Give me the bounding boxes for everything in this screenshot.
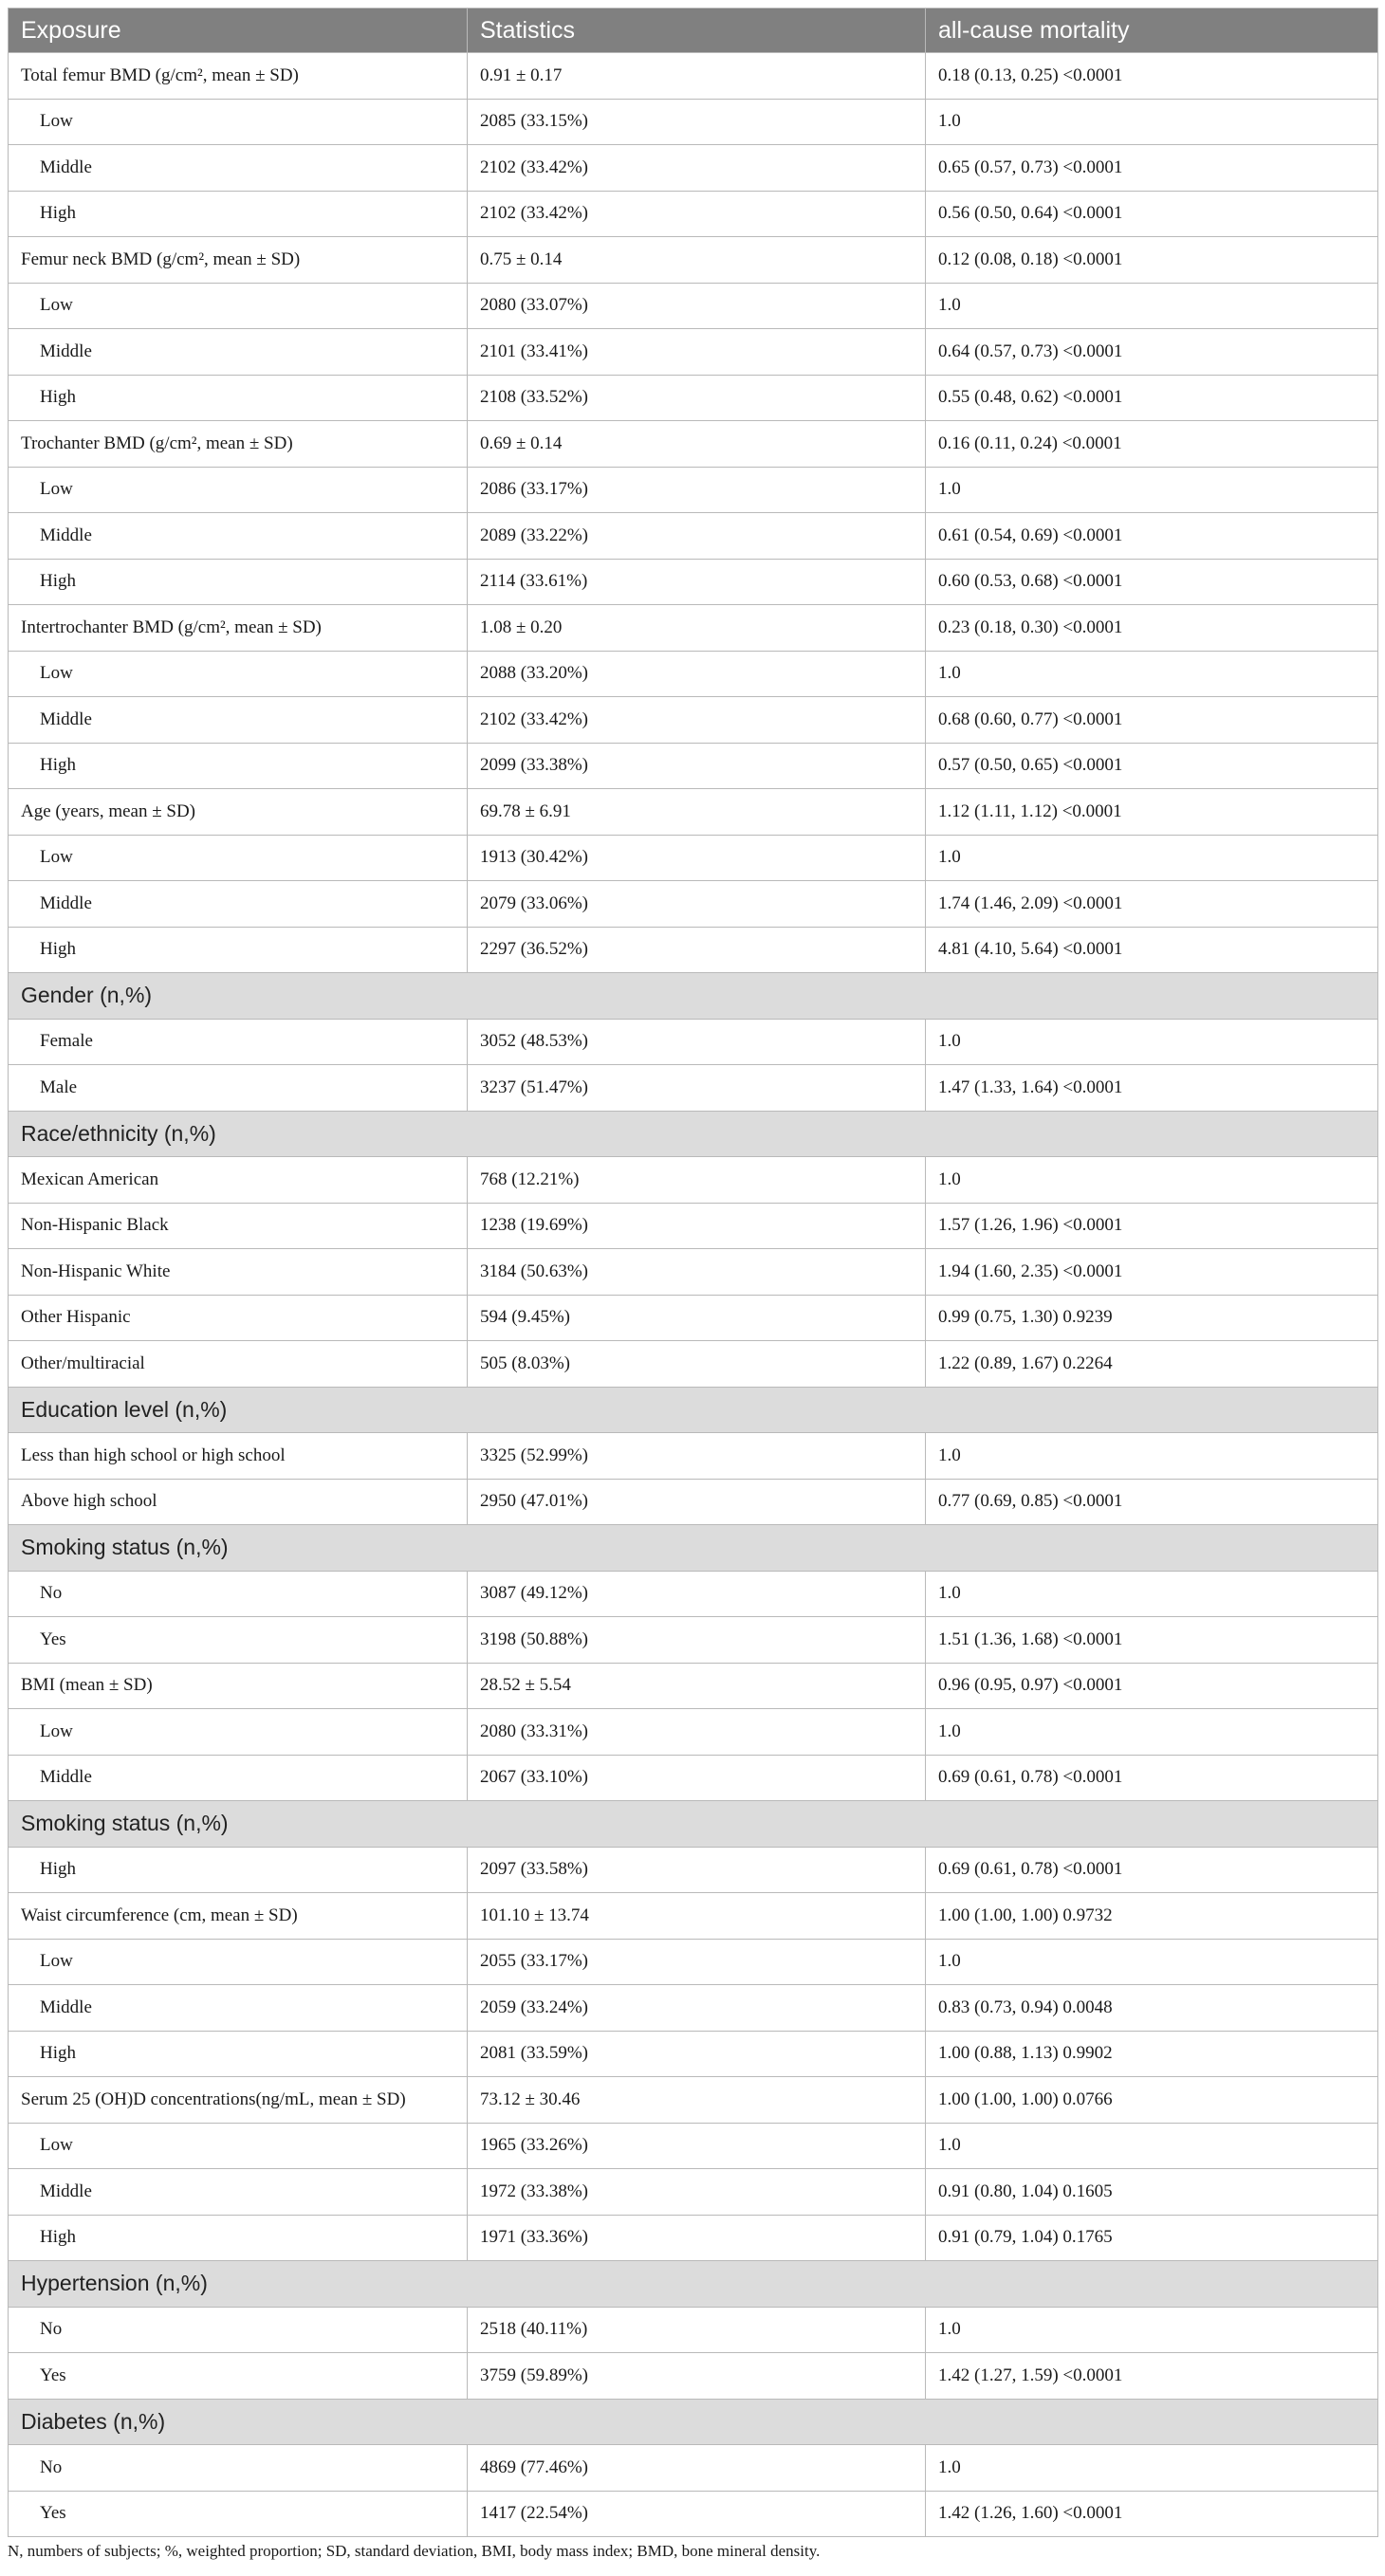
mortality-cell: 1.00 (1.00, 1.00) 0.9732 xyxy=(926,1893,1378,1940)
exposure-cell: Other/multiracial xyxy=(9,1341,468,1388)
mortality-cell: 0.69 (0.61, 0.78) <0.0001 xyxy=(926,1847,1378,1893)
exposure-cell: No xyxy=(9,1571,468,1617)
statistics-cell: 28.52 ± 5.54 xyxy=(468,1663,926,1709)
exposure-cell: High xyxy=(9,375,468,421)
exposure-cell: Low xyxy=(9,1709,468,1756)
exposure-cell: Yes xyxy=(9,2491,468,2537)
mortality-cell: 0.16 (0.11, 0.24) <0.0001 xyxy=(926,421,1378,468)
statistics-cell: 2055 (33.17%) xyxy=(468,1939,926,1985)
table-row xyxy=(9,1709,1378,1756)
table-row xyxy=(9,2307,1378,2353)
mortality-cell: 0.69 (0.61, 0.78) <0.0001 xyxy=(926,1755,1378,1801)
statistics-cell: 2297 (36.52%) xyxy=(468,927,926,973)
statistics-cell: 2079 (33.06%) xyxy=(468,881,926,928)
table-row xyxy=(9,513,1378,560)
statistics-cell: 2086 (33.17%) xyxy=(468,467,926,513)
statistics-cell: 1971 (33.36%) xyxy=(468,2215,926,2261)
exposure-cell: High xyxy=(9,1847,468,1893)
mortality-cell: 0.12 (0.08, 0.18) <0.0001 xyxy=(926,237,1378,284)
exposure-cell: High xyxy=(9,927,468,973)
table-row xyxy=(9,2031,1378,2077)
statistics-cell: 3184 (50.63%) xyxy=(468,1249,926,1296)
statistics-cell: 0.69 ± 0.14 xyxy=(468,421,926,468)
table-row xyxy=(9,237,1378,284)
table-row xyxy=(9,1295,1378,1341)
table-row xyxy=(9,2445,1378,2492)
statistics-cell: 1972 (33.38%) xyxy=(468,2169,926,2216)
table-row xyxy=(9,1249,1378,1296)
statistics-cell: 2080 (33.31%) xyxy=(468,1709,926,1756)
statistics-cell: 2085 (33.15%) xyxy=(468,99,926,145)
section-label: Diabetes (n,%) xyxy=(9,2399,1378,2445)
table-row xyxy=(9,651,1378,697)
table-row xyxy=(9,697,1378,744)
mortality-cell: 1.0 xyxy=(926,835,1378,881)
exposure-cell: Age (years, mean ± SD) xyxy=(9,789,468,836)
mortality-cell: 0.60 (0.53, 0.68) <0.0001 xyxy=(926,559,1378,605)
statistics-cell: 3052 (48.53%) xyxy=(468,1019,926,1065)
exposure-cell: No xyxy=(9,2445,468,2492)
mortality-cell: 1.0 xyxy=(926,1709,1378,1756)
table-body xyxy=(9,53,1378,2537)
mortality-cell: 0.23 (0.18, 0.30) <0.0001 xyxy=(926,605,1378,652)
statistics-cell: 0.91 ± 0.17 xyxy=(468,53,926,100)
statistics-cell: 2097 (33.58%) xyxy=(468,1847,926,1893)
statistics-cell: 2102 (33.42%) xyxy=(468,145,926,192)
table-row xyxy=(9,421,1378,468)
table-row xyxy=(9,1571,1378,1617)
table-row xyxy=(9,789,1378,836)
statistics-cell: 1.08 ± 0.20 xyxy=(468,605,926,652)
table-row xyxy=(9,1617,1378,1664)
exposure-cell: High xyxy=(9,2215,468,2261)
statistics-cell: 2067 (33.10%) xyxy=(468,1755,926,1801)
section-label: Smoking status (n,%) xyxy=(9,1525,1378,1572)
mortality-cell: 1.0 xyxy=(926,467,1378,513)
table-row xyxy=(9,1019,1378,1065)
header-statistics: Statistics xyxy=(468,9,926,53)
statistics-cell: 3237 (51.47%) xyxy=(468,1065,926,1112)
mortality-cell: 1.94 (1.60, 2.35) <0.0001 xyxy=(926,1249,1378,1296)
statistics-cell: 2088 (33.20%) xyxy=(468,651,926,697)
table-row xyxy=(9,927,1378,973)
statistics-cell: 505 (8.03%) xyxy=(468,1341,926,1388)
table-row xyxy=(9,1157,1378,1204)
table-row xyxy=(9,191,1378,237)
section-label: Smoking status (n,%) xyxy=(9,1801,1378,1848)
mortality-cell: 1.0 xyxy=(926,1571,1378,1617)
mortality-cell: 1.0 xyxy=(926,1019,1378,1065)
table-row xyxy=(9,1893,1378,1940)
statistics-cell: 2102 (33.42%) xyxy=(468,191,926,237)
exposure-cell: Above high school xyxy=(9,1479,468,1525)
exposure-cell: Middle xyxy=(9,697,468,744)
mortality-cell: 1.74 (1.46, 2.09) <0.0001 xyxy=(926,881,1378,928)
statistics-cell: 2089 (33.22%) xyxy=(468,513,926,560)
table-row xyxy=(9,2169,1378,2216)
mortality-cell: 1.0 xyxy=(926,2307,1378,2353)
exposure-cell: High xyxy=(9,2031,468,2077)
table-row xyxy=(9,329,1378,376)
table-row xyxy=(9,283,1378,329)
exposure-cell: Yes xyxy=(9,2353,468,2400)
mortality-cell: 1.0 xyxy=(926,651,1378,697)
exposure-cell: Middle xyxy=(9,1985,468,2032)
exposure-cell: Yes xyxy=(9,1617,468,1664)
statistics-cell: 2518 (40.11%) xyxy=(468,2307,926,2353)
table-row xyxy=(9,1755,1378,1801)
exposure-cell: Mexican American xyxy=(9,1157,468,1204)
statistics-cell: 594 (9.45%) xyxy=(468,1295,926,1341)
table-row xyxy=(9,145,1378,192)
statistics-cell: 2114 (33.61%) xyxy=(468,559,926,605)
table-row xyxy=(9,835,1378,881)
mortality-cell: 0.65 (0.57, 0.73) <0.0001 xyxy=(926,145,1378,192)
mortality-cell: 0.91 (0.79, 1.04) 0.1765 xyxy=(926,2215,1378,2261)
exposure-cell: Low xyxy=(9,651,468,697)
mortality-cell: 0.99 (0.75, 1.30) 0.9239 xyxy=(926,1295,1378,1341)
section-label: Race/ethnicity (n,%) xyxy=(9,1111,1378,1157)
mortality-cell: 0.68 (0.60, 0.77) <0.0001 xyxy=(926,697,1378,744)
table-row xyxy=(9,1479,1378,1525)
table-row xyxy=(9,1341,1378,1388)
exposure-cell: Middle xyxy=(9,1755,468,1801)
table-row xyxy=(9,1663,1378,1709)
statistics-cell: 73.12 ± 30.46 xyxy=(468,2077,926,2124)
table-row xyxy=(9,1985,1378,2032)
statistics-cell: 101.10 ± 13.74 xyxy=(468,1893,926,1940)
section-row xyxy=(9,2261,1378,2308)
section-row xyxy=(9,1801,1378,1848)
table-row xyxy=(9,559,1378,605)
statistics-cell: 2059 (33.24%) xyxy=(468,1985,926,2032)
mortality-cell: 4.81 (4.10, 5.64) <0.0001 xyxy=(926,927,1378,973)
statistics-cell: 3325 (52.99%) xyxy=(468,1433,926,1480)
mortality-cell: 1.42 (1.27, 1.59) <0.0001 xyxy=(926,2353,1378,2400)
table-footnote: N, numbers of subjects; %, weighted proportion; SD, standard deviation, BMI, body mass index; BMD, bone mineral density. xyxy=(8,2542,821,2560)
mortality-cell: 1.12 (1.11, 1.12) <0.0001 xyxy=(926,789,1378,836)
exposure-cell: High xyxy=(9,743,468,789)
statistics-cell: 2080 (33.07%) xyxy=(468,283,926,329)
exposure-cell: Other Hispanic xyxy=(9,1295,468,1341)
exposure-cell: Femur neck BMD (g/cm², mean ± SD) xyxy=(9,237,468,284)
mortality-cell: 1.00 (1.00, 1.00) 0.0766 xyxy=(926,2077,1378,2124)
header-all-cause-mortality: all-cause mortality xyxy=(926,9,1378,53)
statistics-cell: 3198 (50.88%) xyxy=(468,1617,926,1664)
table-row xyxy=(9,2123,1378,2169)
mortality-cell: 0.77 (0.69, 0.85) <0.0001 xyxy=(926,1479,1378,1525)
exposure-cell: Middle xyxy=(9,881,468,928)
section-row xyxy=(9,973,1378,1020)
mortality-cell: 0.83 (0.73, 0.94) 0.0048 xyxy=(926,1985,1378,2032)
exposure-cell: Low xyxy=(9,835,468,881)
mortality-cell: 0.55 (0.48, 0.62) <0.0001 xyxy=(926,375,1378,421)
mortality-cell: 1.0 xyxy=(926,2445,1378,2492)
table-row xyxy=(9,605,1378,652)
mortality-cell: 1.0 xyxy=(926,99,1378,145)
statistics-cell: 1965 (33.26%) xyxy=(468,2123,926,2169)
results-table xyxy=(8,8,1378,2537)
mortality-cell: 0.96 (0.95, 0.97) <0.0001 xyxy=(926,1663,1378,1709)
section-row xyxy=(9,1525,1378,1572)
table-row xyxy=(9,881,1378,928)
mortality-cell: 1.0 xyxy=(926,1157,1378,1204)
exposure-cell: Total femur BMD (g/cm², mean ± SD) xyxy=(9,53,468,100)
exposure-cell: High xyxy=(9,559,468,605)
statistics-cell: 2108 (33.52%) xyxy=(468,375,926,421)
exposure-cell: High xyxy=(9,191,468,237)
exposure-cell: Female xyxy=(9,1019,468,1065)
table-row xyxy=(9,53,1378,100)
exposure-cell: Non-Hispanic White xyxy=(9,1249,468,1296)
mortality-cell: 1.22 (0.89, 1.67) 0.2264 xyxy=(926,1341,1378,1388)
mortality-cell: 1.47 (1.33, 1.64) <0.0001 xyxy=(926,1065,1378,1112)
table-row xyxy=(9,2077,1378,2124)
table-row xyxy=(9,1847,1378,1893)
statistics-cell: 2099 (33.38%) xyxy=(468,743,926,789)
table-row xyxy=(9,2215,1378,2261)
table-row xyxy=(9,1203,1378,1249)
table-row xyxy=(9,1433,1378,1480)
exposure-cell: Middle xyxy=(9,145,468,192)
exposure-cell: Low xyxy=(9,283,468,329)
mortality-cell: 0.61 (0.54, 0.69) <0.0001 xyxy=(926,513,1378,560)
statistics-cell: 0.75 ± 0.14 xyxy=(468,237,926,284)
section-row xyxy=(9,1387,1378,1433)
exposure-cell: Low xyxy=(9,2123,468,2169)
section-row xyxy=(9,2399,1378,2445)
exposure-cell: Non-Hispanic Black xyxy=(9,1203,468,1249)
statistics-cell: 2101 (33.41%) xyxy=(468,329,926,376)
mortality-cell: 1.0 xyxy=(926,1939,1378,1985)
statistics-cell: 2950 (47.01%) xyxy=(468,1479,926,1525)
mortality-cell: 1.51 (1.36, 1.68) <0.0001 xyxy=(926,1617,1378,1664)
section-label: Education level (n,%) xyxy=(9,1387,1378,1433)
statistics-cell: 3087 (49.12%) xyxy=(468,1571,926,1617)
table-row xyxy=(9,375,1378,421)
results-table-container xyxy=(8,8,1377,2537)
exposure-cell: BMI (mean ± SD) xyxy=(9,1663,468,1709)
statistics-cell: 1913 (30.42%) xyxy=(468,835,926,881)
exposure-cell: Middle xyxy=(9,513,468,560)
mortality-cell: 1.0 xyxy=(926,2123,1378,2169)
table-row xyxy=(9,1065,1378,1112)
statistics-cell: 1417 (22.54%) xyxy=(468,2491,926,2537)
table-row xyxy=(9,2491,1378,2537)
mortality-cell: 1.42 (1.26, 1.60) <0.0001 xyxy=(926,2491,1378,2537)
exposure-cell: Low xyxy=(9,99,468,145)
exposure-cell: Low xyxy=(9,1939,468,1985)
table-row xyxy=(9,743,1378,789)
mortality-cell: 0.64 (0.57, 0.73) <0.0001 xyxy=(926,329,1378,376)
section-row xyxy=(9,1111,1378,1157)
exposure-cell: Middle xyxy=(9,2169,468,2216)
exposure-cell: Less than high school or high school xyxy=(9,1433,468,1480)
mortality-cell: 0.91 (0.80, 1.04) 0.1605 xyxy=(926,2169,1378,2216)
exposure-cell: No xyxy=(9,2307,468,2353)
mortality-cell: 0.56 (0.50, 0.64) <0.0001 xyxy=(926,191,1378,237)
statistics-cell: 768 (12.21%) xyxy=(468,1157,926,1204)
mortality-cell: 1.00 (0.88, 1.13) 0.9902 xyxy=(926,2031,1378,2077)
statistics-cell: 1238 (19.69%) xyxy=(468,1203,926,1249)
exposure-cell: Trochanter BMD (g/cm², mean ± SD) xyxy=(9,421,468,468)
statistics-cell: 2102 (33.42%) xyxy=(468,697,926,744)
exposure-cell: Waist circumference (cm, mean ± SD) xyxy=(9,1893,468,1940)
mortality-cell: 0.18 (0.13, 0.25) <0.0001 xyxy=(926,53,1378,100)
exposure-cell: Middle xyxy=(9,329,468,376)
mortality-cell: 0.57 (0.50, 0.65) <0.0001 xyxy=(926,743,1378,789)
section-label: Hypertension (n,%) xyxy=(9,2261,1378,2308)
header-row xyxy=(9,9,1378,53)
statistics-cell: 3759 (59.89%) xyxy=(468,2353,926,2400)
statistics-cell: 2081 (33.59%) xyxy=(468,2031,926,2077)
statistics-cell: 4869 (77.46%) xyxy=(468,2445,926,2492)
mortality-cell: 1.57 (1.26, 1.96) <0.0001 xyxy=(926,1203,1378,1249)
section-label: Gender (n,%) xyxy=(9,973,1378,1020)
mortality-cell: 1.0 xyxy=(926,283,1378,329)
table-header xyxy=(9,9,1378,53)
mortality-cell: 1.0 xyxy=(926,1433,1378,1480)
exposure-cell: Low xyxy=(9,467,468,513)
table-row xyxy=(9,1939,1378,1985)
exposure-cell: Male xyxy=(9,1065,468,1112)
table-row xyxy=(9,99,1378,145)
table-row xyxy=(9,2353,1378,2400)
table-row xyxy=(9,467,1378,513)
statistics-cell: 69.78 ± 6.91 xyxy=(468,789,926,836)
exposure-cell: Serum 25 (OH)D concentrations(ng/mL, mean ± SD) xyxy=(9,2077,468,2124)
exposure-cell: Intertrochanter BMD (g/cm², mean ± SD) xyxy=(9,605,468,652)
header-exposure: Exposure xyxy=(9,9,468,53)
